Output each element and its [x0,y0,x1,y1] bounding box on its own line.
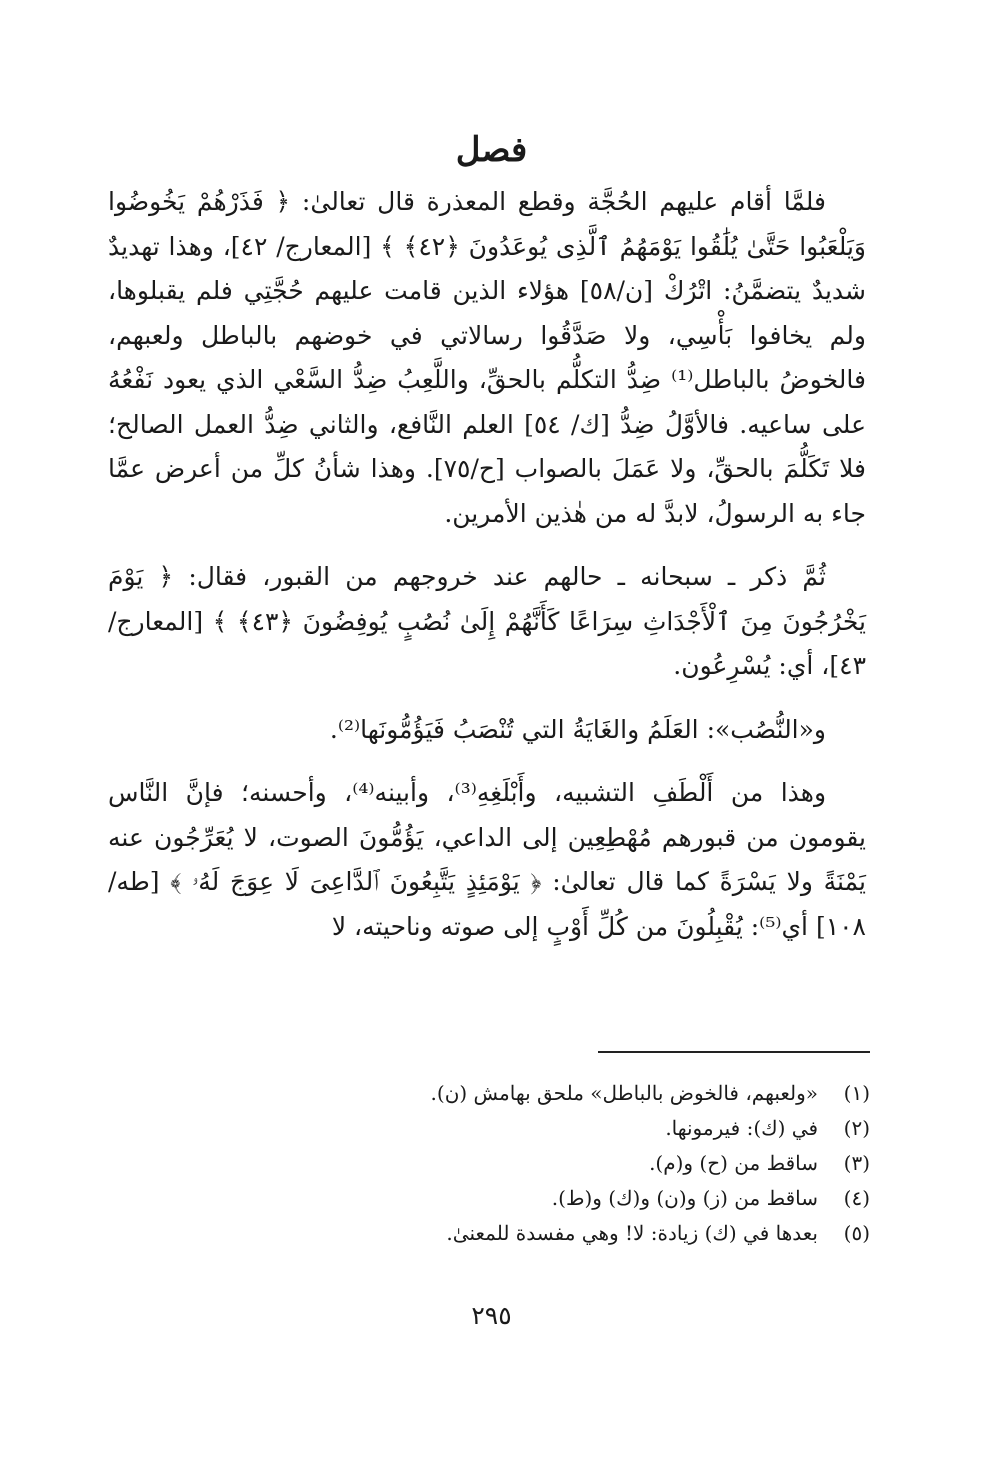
footnote-item [200,1076,870,1111]
footnote-number: (٣) [843,1151,870,1175]
footnote-text: بعدها في (ك) زيادة: لا! وهي مفسدة للمعنىٰ. [446,1221,818,1245]
footnote-item [200,1111,870,1146]
page-number: ٢٩٥ [471,1301,512,1330]
paragraph-3: و«النُّصُب»: العَلَمُ والغَايَةُ التي تُنْصَبُ فَيَؤُمُّونَها⁽²⁾. [329,714,826,744]
footnote-item [200,1216,870,1251]
footnote-divider [598,1051,870,1053]
footnotes-list [200,1076,870,1251]
main-text [108,180,866,968]
section-heading: فصل [455,130,528,170]
footnote-number: (٢) [843,1116,870,1140]
footnote-text: ساقط من (ز) و(ن) و(ك) و(ط). [551,1186,818,1210]
footnote-text: ساقط من (ح) و(م). [649,1151,818,1175]
paragraph-4: وهذا من أَلْطَفِ التشبيه، وأَبْلَغِهِ⁽³⁾، وأبينه⁽⁴⁾، وأحسنه؛ فإنَّ النَّاس يقومون من قبورهم مُهْطِعِين إلى الداعي، يَؤُمُّونَ الصوت، لا يُعَرِّجُون عنه يَمْنَةً ولا يَسْرَةً كما قال تعالىٰ: ﴿ يَوْمَئِذٍ يَتَّبِعُونَ ٱلدَّاعِىَ لَا عِوَجَ لَهُۥ ﴾ [طه/ ١٠٨] أي⁽⁵⁾: يُقْبِلُونَ من كُلِّ أَوْبٍ إلى صوته وناحيته، لا [108,778,866,941]
footnote-item [200,1146,870,1181]
paragraph-2: ثُمَّ ذكر ـ سبحانه ـ حالهم عند خروجهم من القبور، فقال: ﴿ يَوْمَ يَخْرُجُونَ مِنَ ٱلْأَجْدَاثِ سِرَاعًا كَأَنَّهُمْ إِلَىٰ نُصُبٍ يُوفِضُونَ ﴿٤٣﴾ ﴾ [المعارج/ ٤٣]، أي: يُسْرِعُون. [108,562,866,680]
footnote-text: في (ك): فيرمونها. [665,1116,818,1140]
footnote-number: (٤) [843,1186,870,1210]
footnote-number: (١) [843,1081,870,1105]
footnote-text: «ولعبهم، فالخوض بالباطل» ملحق بهامش (ن). [430,1081,818,1105]
footnote-item [200,1181,870,1216]
paragraph-1: فلمَّا أقام عليهم الحُجَّة وقطع المعذرة قال تعالىٰ: ﴿ فَذَرْهُمْ يَخُوضُوا وَيَلْعَبُوا حَتَّىٰ يُلَٰقُوا يَوْمَهُمُ ٱلَّذِى يُوعَدُونَ ﴿٤٢﴾ ﴾ [المعارج/ ٤٢]، وهذا تهديدٌ شديدٌ يتضمَّنُ: اتْرُكْ [ن/٥٨] هؤلاء الذين قامت عليهم حُجَّتِي فلم يقبلوها، ولم يخافوا بَأْسِي، ولا صَدَّقُوا رسالاتي في خوضهم بالباطل ولعبهم، فالخوضُ بالباطل⁽¹⁾ ضِدُّ التكلُّم بالحقِّ، واللَّعِبُ ضِدُّ السَّعْي الذي يعود نَفْعُهُ على ساعيه. فالأوَّلُ ضِدُّ [ك/ ٥٤] العلم النَّافع، والثاني ضِدُّ العمل الصالح؛ فلا تَكَلُّمَ بالحقِّ، ولا عَمَلَ بالصواب [ح/٧٥]. وهذا شأنُ كلِّ من أعرض عمَّا جاء به الرسولُ، لابدَّ له من هٰذين الأمرين. [108,187,867,528]
footnote-number: (٥) [843,1221,870,1245]
